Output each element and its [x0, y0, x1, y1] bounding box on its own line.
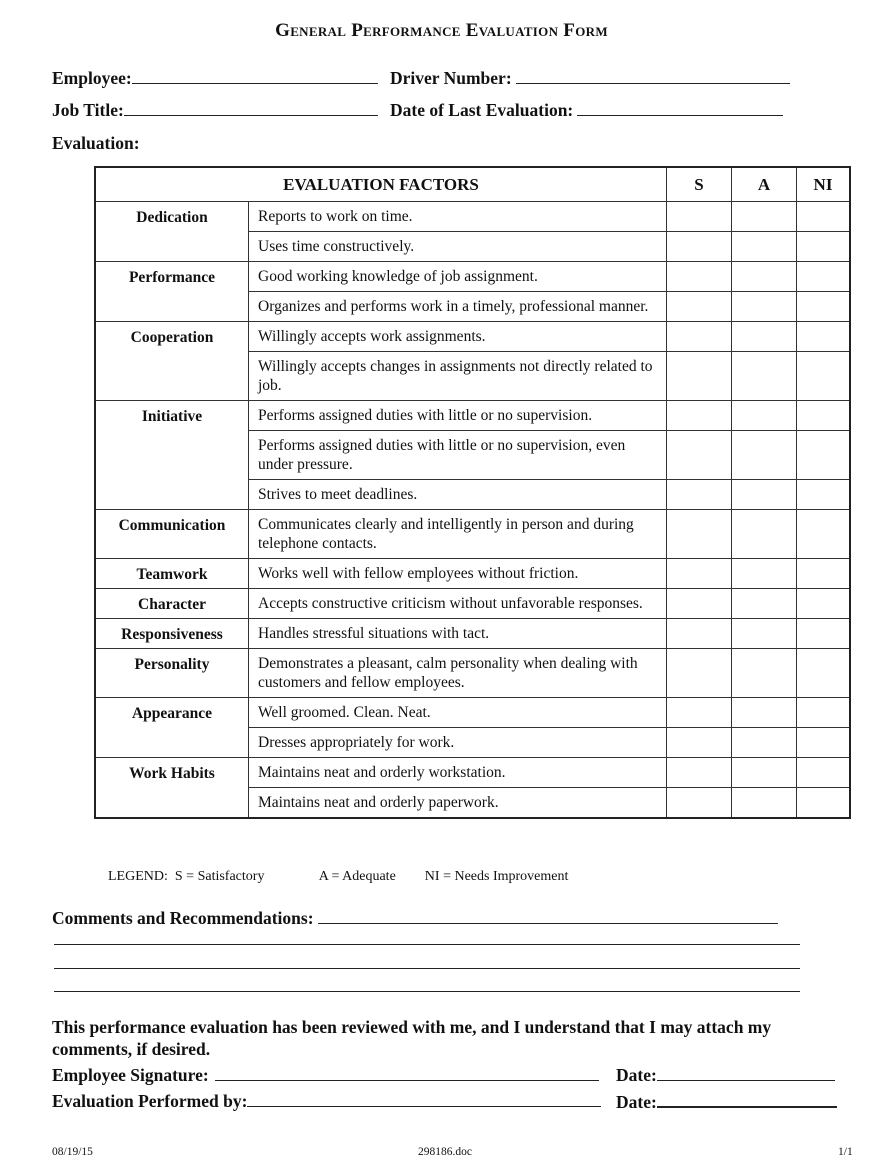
table-row: [95, 322, 850, 352]
ni-rating-cell[interactable]: [797, 758, 851, 788]
ni-rating-cell[interactable]: [797, 788, 851, 819]
s-rating-cell[interactable]: [667, 292, 732, 322]
acknowledgement-text: This performance evaluation has been reviewed with me, and I understand that I may attach my comments, if desired.: [52, 1017, 772, 1059]
s-rating-cell[interactable]: [667, 619, 732, 649]
comments-label: Comments and Recommendations:: [52, 908, 314, 928]
s-rating-cell[interactable]: [667, 510, 732, 559]
s-rating-cell[interactable]: [667, 322, 732, 352]
ni-rating-cell[interactable]: [797, 292, 851, 322]
ni-rating-cell[interactable]: [797, 728, 851, 758]
comments-line-4[interactable]: [54, 991, 800, 992]
factor-item-cell: Performs assigned duties with little or no supervision.: [249, 401, 667, 431]
category-cell: Character: [95, 589, 249, 619]
a-rating-cell[interactable]: [732, 232, 797, 262]
date-last-eval-field-row: [390, 100, 783, 121]
a-rating-cell[interactable]: [732, 292, 797, 322]
a-rating-cell[interactable]: [732, 352, 797, 401]
s-rating-cell[interactable]: [667, 758, 732, 788]
s-rating-cell[interactable]: [667, 728, 732, 758]
a-rating-cell[interactable]: [732, 649, 797, 698]
a-rating-cell[interactable]: [732, 431, 797, 480]
factor-item-cell: Reports to work on time.: [249, 202, 667, 232]
ni-rating-cell[interactable]: [797, 510, 851, 559]
table-header-row: [95, 167, 850, 202]
factor-item-cell: Dresses appropriately for work.: [249, 728, 667, 758]
table-row: [95, 619, 850, 649]
factor-item-cell: Uses time constructively.: [249, 232, 667, 262]
employee-signature-label: Employee Signature:: [52, 1065, 209, 1085]
table-row: [95, 559, 850, 589]
form-title: General Performance Evaluation Form: [275, 20, 608, 41]
table-row: [95, 698, 850, 728]
s-rating-cell[interactable]: [667, 431, 732, 480]
s-rating-cell[interactable]: [667, 232, 732, 262]
category-cell: Work Habits: [95, 758, 249, 819]
a-rating-cell[interactable]: [732, 589, 797, 619]
ni-rating-cell[interactable]: [797, 202, 851, 232]
category-cell: Performance: [95, 262, 249, 322]
evaluation-label: Evaluation:: [52, 133, 140, 153]
category-cell: Responsiveness: [95, 619, 249, 649]
factors-header: EVALUATION FACTORS: [95, 167, 667, 202]
ni-rating-cell[interactable]: [797, 401, 851, 431]
category-cell: Communication: [95, 510, 249, 559]
ni-rating-cell[interactable]: [797, 649, 851, 698]
s-header: S: [667, 167, 732, 202]
s-rating-cell[interactable]: [667, 480, 732, 510]
ni-rating-cell[interactable]: [797, 619, 851, 649]
driver-number-input-line[interactable]: [516, 68, 790, 84]
legend-prefix: LEGEND:: [108, 869, 168, 884]
category-cell: Appearance: [95, 698, 249, 758]
factor-item-cell: Willingly accepts work assignments.: [249, 322, 667, 352]
factor-item-cell: Good working knowledge of job assignment.: [249, 262, 667, 292]
employee-label: Employee:: [52, 68, 132, 88]
s-rating-cell[interactable]: [667, 352, 732, 401]
ni-rating-cell[interactable]: [797, 698, 851, 728]
a-rating-cell[interactable]: [732, 480, 797, 510]
ni-rating-cell[interactable]: [797, 262, 851, 292]
a-rating-cell[interactable]: [732, 788, 797, 819]
date2-line[interactable]: [657, 1091, 837, 1108]
s-rating-cell[interactable]: [667, 649, 732, 698]
a-header: A: [732, 167, 797, 202]
legend-a: A = Adequate: [318, 869, 396, 884]
comments-field-row: [52, 908, 778, 929]
date2-row: [616, 1091, 837, 1113]
job-title-input-line[interactable]: [124, 100, 378, 116]
category-cell: Personality: [95, 649, 249, 698]
factor-item-cell: Maintains neat and orderly paperwork.: [249, 788, 667, 819]
ni-rating-cell[interactable]: [797, 352, 851, 401]
category-cell: Teamwork: [95, 559, 249, 589]
date-last-eval-input-line[interactable]: [577, 100, 783, 116]
a-rating-cell[interactable]: [732, 698, 797, 728]
table-row: [95, 262, 850, 292]
factor-item-cell: Communicates clearly and intelligently in person and during telephone contacts.: [249, 510, 667, 559]
ni-rating-cell[interactable]: [797, 431, 851, 480]
comments-line-2[interactable]: [54, 944, 800, 945]
ni-rating-cell[interactable]: [797, 232, 851, 262]
s-rating-cell[interactable]: [667, 262, 732, 292]
factor-item-cell: Maintains neat and orderly workstation.: [249, 758, 667, 788]
ni-rating-cell[interactable]: [797, 322, 851, 352]
a-rating-cell[interactable]: [732, 322, 797, 352]
factor-item-cell: Accepts constructive criticism without unfavorable responses.: [249, 589, 667, 619]
ni-rating-cell[interactable]: [797, 559, 851, 589]
s-rating-cell[interactable]: [667, 202, 732, 232]
s-rating-cell[interactable]: [667, 589, 732, 619]
s-rating-cell[interactable]: [667, 401, 732, 431]
employee-field-row: [52, 68, 378, 89]
date1-row: [616, 1065, 835, 1086]
employee-signature-row: [52, 1065, 599, 1086]
date2-label: Date:: [616, 1092, 657, 1112]
factor-item-cell: Organizes and performs work in a timely, professional manner.: [249, 292, 667, 322]
evaluation-table: [94, 166, 851, 819]
driver-number-field-row: [390, 68, 790, 89]
factor-item-cell: Handles stressful situations with tact.: [249, 619, 667, 649]
table-row: [95, 758, 850, 788]
factor-item-cell: Works well with fellow employees without friction.: [249, 559, 667, 589]
ni-header: NI: [797, 167, 851, 202]
category-cell: Initiative: [95, 401, 249, 510]
s-rating-cell[interactable]: [667, 788, 732, 819]
footer-date: 08/19/15: [52, 1146, 93, 1158]
employee-signature-line[interactable]: [215, 1065, 599, 1081]
a-rating-cell[interactable]: [732, 401, 797, 431]
category-cell: Dedication: [95, 202, 249, 262]
table-row: [95, 401, 850, 431]
factor-item-cell: Demonstrates a pleasant, calm personality when dealing with customers and fellow employees.: [249, 649, 667, 698]
ni-rating-cell[interactable]: [797, 589, 851, 619]
factor-item-cell: Well groomed. Clean. Neat.: [249, 698, 667, 728]
factor-item-cell: Strives to meet deadlines.: [249, 480, 667, 510]
footer-page: 1/1: [838, 1146, 853, 1158]
date-last-eval-label: Date of Last Evaluation:: [390, 100, 574, 120]
table-row: [95, 589, 850, 619]
a-rating-cell[interactable]: [732, 510, 797, 559]
table-row: [95, 649, 850, 698]
job-title-field-row: [52, 100, 378, 121]
performed-by-line[interactable]: [247, 1091, 601, 1107]
a-rating-cell[interactable]: [732, 619, 797, 649]
legend-s: S = Satisfactory: [174, 869, 265, 884]
comments-line-3[interactable]: [54, 968, 800, 969]
factor-item-cell: Performs assigned duties with little or no supervision, even under pressure.: [249, 431, 667, 480]
s-rating-cell[interactable]: [667, 559, 732, 589]
s-rating-cell[interactable]: [667, 698, 732, 728]
ni-rating-cell[interactable]: [797, 480, 851, 510]
comments-input-line[interactable]: [318, 908, 778, 924]
footer-filename: 298186.doc: [418, 1146, 472, 1158]
factor-item-cell: Willingly accepts changes in assignments not directly related to job.: [249, 352, 667, 401]
category-cell: Cooperation: [95, 322, 249, 401]
job-title-label: Job Title:: [52, 100, 124, 120]
a-rating-cell[interactable]: [732, 758, 797, 788]
a-rating-cell[interactable]: [732, 559, 797, 589]
table-row: [95, 202, 850, 232]
legend: [108, 869, 568, 885]
date1-line[interactable]: [657, 1065, 835, 1081]
a-rating-cell[interactable]: [732, 202, 797, 232]
a-rating-cell[interactable]: [732, 262, 797, 292]
table-row: [95, 510, 850, 559]
a-rating-cell[interactable]: [732, 728, 797, 758]
performed-by-row: [52, 1091, 601, 1112]
legend-ni: NI = Needs Improvement: [424, 869, 569, 884]
performed-by-label: Evaluation Performed by:: [52, 1091, 248, 1111]
date1-label: Date:: [616, 1065, 657, 1085]
driver-number-label: Driver Number:: [390, 68, 512, 88]
employee-input-line[interactable]: [132, 68, 378, 84]
